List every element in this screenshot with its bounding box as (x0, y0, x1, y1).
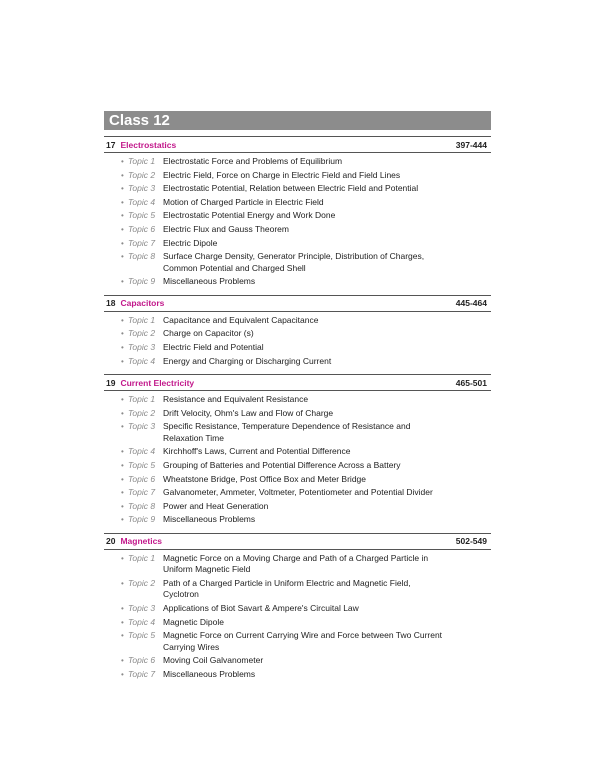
chapter-heading-group (106, 140, 176, 150)
topic-text: Electrostatic Potential Energy and Work Done (163, 210, 336, 221)
bullet-icon: • (121, 342, 124, 352)
topic-label: Topic 4 (128, 196, 156, 207)
topic-text: Miscellaneous Problems (163, 514, 256, 525)
topic-label: Topic 5 (128, 210, 156, 221)
chapter-header (104, 533, 491, 550)
bullet-icon: • (121, 238, 124, 248)
topic-text: Charge on Capacitor (s) (163, 328, 254, 339)
topic-item (104, 224, 491, 236)
topic-list (104, 394, 491, 526)
class-heading: Class 12 (104, 111, 491, 130)
topic-label: Topic 3 (128, 183, 156, 194)
bullet-icon: • (121, 603, 124, 613)
bullet-icon: • (121, 184, 124, 194)
chapter-heading-group (106, 378, 194, 388)
topic-text: Miscellaneous Problems (163, 668, 256, 679)
topic-label: Topic 8 (128, 500, 156, 511)
topic-text: Wheatstone Bridge, Post Office Box and Meter Bridge (163, 473, 367, 484)
bullet-icon: • (121, 197, 124, 207)
bullet-icon: • (121, 578, 124, 588)
topic-item (104, 617, 491, 629)
topic-item (104, 238, 491, 250)
topic-item (104, 578, 491, 601)
topic-text: Motion of Charged Particle in Electric Field (163, 196, 324, 207)
chapter-number: 20 (106, 536, 116, 547)
topic-label: Topic 2 (128, 328, 156, 339)
topic-text: Magnetic Force on Current Carrying Wire and Force between Two Current Carrying Wires (163, 630, 443, 652)
topic-text: Galvanometer, Ammeter, Voltmeter, Potentiometer and Potential Divider (163, 487, 433, 498)
chapter-page-range: 502-549 (455, 536, 487, 547)
topic-label: Topic 9 (128, 514, 156, 525)
bullet-icon: • (121, 277, 124, 287)
topic-item (104, 630, 491, 653)
bullet-icon: • (121, 501, 124, 511)
topic-text: Kirchhoff's Laws, Current and Potential Difference (163, 446, 351, 457)
topic-item (104, 446, 491, 458)
chapter-block (104, 533, 491, 681)
chapter-header (104, 295, 491, 312)
topic-label: Topic 6 (128, 473, 156, 484)
chapter-title: Magnetics (120, 536, 163, 547)
topic-item (104, 356, 491, 368)
topic-text: Moving Coil Galvanometer (163, 655, 264, 666)
topic-text: Applications of Biot Savart & Ampere's Circuital Law (163, 602, 359, 613)
topic-item (104, 210, 491, 222)
topic-label: Topic 7 (128, 668, 156, 679)
topic-item (104, 487, 491, 499)
topic-label: Topic 1 (128, 156, 156, 166)
topic-text: Capacitance and Equivalent Capacitance (163, 314, 319, 325)
chapter-title: Electrostatics (120, 139, 177, 150)
topic-item (104, 514, 491, 526)
bullet-icon: • (121, 408, 124, 418)
topic-label: Topic 2 (128, 577, 156, 588)
topic-label: Topic 4 (128, 616, 156, 627)
topic-label: Topic 3 (128, 602, 156, 613)
topic-label: Topic 2 (128, 407, 156, 418)
topic-label: Topic 6 (128, 223, 156, 234)
topic-label: Topic 6 (128, 655, 156, 666)
topic-label: Topic 9 (128, 276, 156, 287)
topic-label: Topic 3 (128, 421, 156, 432)
topic-text: Surface Charge Density, Generator Principle, Distribution of Charges, Common Potential and Charged Shell (163, 251, 425, 273)
topic-item (104, 603, 491, 615)
topic-text: Electric Flux and Gauss Theorem (163, 223, 289, 234)
topic-item (104, 315, 491, 327)
chapter-block (104, 295, 491, 367)
topic-text: Specific Resistance, Temperature Dependence of Resistance and Relaxation Time (163, 421, 411, 443)
topic-text: Electric Field, Force on Charge in Electric Field and Field Lines (163, 169, 401, 180)
bullet-icon: • (121, 170, 124, 180)
topic-text: Electrostatic Potential, Relation between Electric Field and Potential (163, 183, 419, 194)
bullet-icon: • (121, 329, 124, 339)
bullet-icon: • (121, 631, 124, 641)
bullet-icon: • (121, 447, 124, 457)
bullet-icon: • (121, 315, 124, 325)
topic-label: Topic 8 (128, 251, 156, 262)
chapter-header (104, 136, 491, 153)
chapter-page-range: 397-444 (455, 139, 487, 150)
topic-list (104, 553, 491, 681)
bullet-icon: • (121, 656, 124, 666)
topic-item (104, 408, 491, 420)
topic-label: Topic 4 (128, 355, 156, 366)
chapter-heading-group (106, 298, 164, 308)
bullet-icon: • (121, 211, 124, 221)
topic-item (104, 170, 491, 182)
topic-text: Electric Field and Potential (163, 341, 264, 352)
topic-item (104, 251, 491, 274)
topic-text: Path of a Charged Particle in Uniform Electric and Magnetic Field, Cyclotron (163, 577, 411, 600)
bullet-icon: • (121, 553, 124, 563)
bullet-icon: • (121, 157, 124, 166)
topic-text: Electric Dipole (163, 237, 218, 248)
chapter-title: Capacitors (120, 298, 165, 309)
topic-item (104, 328, 491, 340)
bullet-icon: • (121, 474, 124, 484)
chapter-number: 18 (106, 298, 116, 309)
chapter-list (104, 136, 491, 687)
topic-text: Resistance and Equivalent Resistance (163, 394, 309, 405)
bullet-icon: • (121, 356, 124, 366)
topic-item (104, 501, 491, 513)
topic-label: Topic 2 (128, 169, 156, 180)
topic-label: Topic 1 (128, 552, 156, 563)
topic-item (104, 553, 491, 576)
topic-text: Energy and Charging or Discharging Current (163, 355, 332, 366)
topic-item (104, 669, 491, 681)
topic-item (104, 276, 491, 288)
topic-text: Miscellaneous Problems (163, 276, 256, 287)
topic-item (104, 342, 491, 354)
topic-item (104, 183, 491, 195)
topic-text: Electrostatic Force and Problems of Equilibrium (163, 156, 343, 166)
topic-label: Topic 5 (128, 630, 156, 641)
topic-text: Magnetic Force on a Moving Charge and Path of a Charged Particle in Uniform Magnetic Field (163, 552, 429, 575)
chapter-block (104, 136, 491, 288)
topic-list (104, 315, 491, 367)
topic-label: Topic 1 (128, 314, 156, 325)
topic-text: Grouping of Batteries and Potential Difference Across a Battery (163, 459, 401, 470)
topic-label: Topic 3 (128, 341, 156, 352)
topic-label: Topic 4 (128, 446, 156, 457)
chapter-block (104, 374, 491, 526)
bullet-icon: • (121, 669, 124, 679)
bullet-icon: • (121, 515, 124, 525)
bullet-icon: • (121, 460, 124, 470)
topic-item (104, 156, 491, 168)
chapter-heading-group (106, 536, 162, 546)
topic-item (104, 421, 491, 444)
topic-item (104, 197, 491, 209)
bullet-icon: • (121, 224, 124, 234)
topic-label: Topic 7 (128, 487, 156, 498)
chapter-page-range: 465-501 (455, 377, 487, 388)
topic-item (104, 394, 491, 406)
topic-label: Topic 5 (128, 459, 156, 470)
bullet-icon: • (121, 422, 124, 432)
topic-item (104, 460, 491, 472)
chapter-header (104, 374, 491, 391)
bullet-icon: • (121, 395, 124, 405)
bullet-icon: • (121, 252, 124, 262)
topic-item (104, 474, 491, 486)
topic-list (104, 156, 491, 288)
chapter-number: 19 (106, 377, 116, 388)
topic-label: Topic 7 (128, 237, 156, 248)
topic-label: Topic 1 (128, 394, 156, 405)
bullet-icon: • (121, 617, 124, 627)
topic-text: Magnetic Dipole (163, 616, 224, 627)
topic-text: Power and Heat Generation (163, 500, 269, 511)
bullet-icon: • (121, 488, 124, 498)
chapter-number: 17 (106, 139, 116, 150)
topic-item (104, 655, 491, 667)
chapter-page-range: 445-464 (455, 298, 487, 309)
topic-text: Drift Velocity, Ohm's Law and Flow of Charge (163, 407, 334, 418)
chapter-title: Current Electricity (120, 377, 195, 388)
